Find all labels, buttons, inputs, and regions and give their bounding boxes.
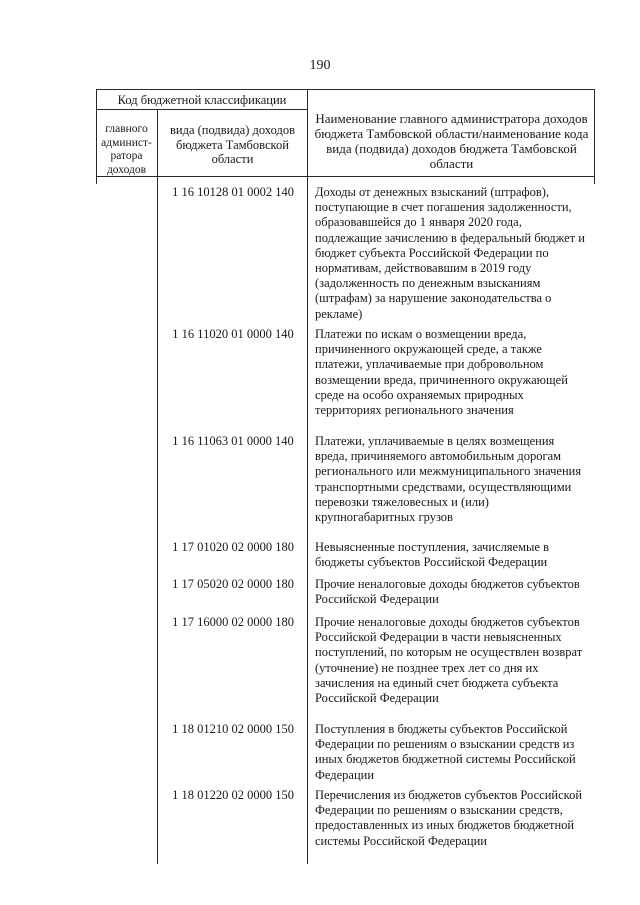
column-divider-2 [307, 89, 308, 864]
revenue-code: 1 16 11020 01 0000 140 [172, 327, 294, 341]
revenue-code: 1 16 10128 01 0002 140 [172, 185, 294, 199]
header-bottom-border [96, 176, 595, 177]
page-number: 190 [309, 58, 331, 73]
revenue-name: Платежи по искам о возмещении вреда, причиненного окружающей среде, а также платежи, уплачиваемые при добровольном возмещении вреда, причиненного окружающей среде на особо охраняемых природных территориях регионального значения [315, 327, 568, 418]
revenue-code: 1 17 05020 02 0000 180 [172, 577, 294, 591]
revenue-code: 1 18 01210 02 0000 150 [172, 722, 294, 736]
revenue-code: 1 17 01020 02 0000 180 [172, 540, 294, 554]
revenue-classification-table [96, 89, 595, 864]
revenue-code: 1 18 01220 02 0000 150 [172, 788, 294, 802]
header-divider [96, 109, 308, 110]
revenue-code: 1 16 11063 01 0000 140 [172, 434, 294, 448]
column-divider-1 [157, 109, 158, 864]
header-budget-classification-code: Код бюджетной классификации [117, 93, 287, 107]
header-chief-administrator: главного админист-ратора доходов [101, 123, 152, 176]
revenue-name: Перечисления из бюджетов субъектов Российской Федерации по решениям о взыскании средств, предоставленных из иных бюджетов бюджетной системы Российской Федерации [315, 788, 583, 848]
revenue-name: Платежи, уплачиваемые в целях возмещения вреда, причиняемого автомобильным дорогам регионального или межмуниципального значения транспортными средствами, осуществляющими перевозки тяжеловесных и (или) крупногабаритных грузов [315, 434, 582, 525]
revenue-name: Прочие неналоговые доходы бюджетов субъектов Российской Федерации в части невыясненных поступлений, по которым не осуществлен возврат (уточнение) не позднее трех лет со дня их зачисления на единый счет бюджета субъекта Российской Федерации [315, 615, 583, 706]
table-border-top [96, 89, 595, 90]
revenue-name: Прочие неналоговые доходы бюджетов субъектов Российской Федерации [315, 577, 580, 607]
revenue-name: Поступления в бюджеты субъектов Российской Федерации по решениям о взыскании средств из иных бюджетов бюджетной системы Российской Федерации [315, 722, 576, 782]
revenue-name: Доходы от денежных взысканий (штрафов), поступающие в счет погашения задолженности, образовавшейся до 1 января 2020 года, подлежащие зачислению в федеральный бюджет и бюджет субъекта Российской Федерации по нормативам, действовавшим в 2019 году (задолженность по денежным взысканиям (штрафам) за нарушение законодательства о рекламе) [315, 185, 585, 321]
header-revenue-kind: вида (подвида) доходов бюджета Тамбовской области [170, 123, 295, 166]
revenue-name: Невыясненные поступления, зачисляемые в бюджеты субъектов Российской Федерации [315, 540, 549, 570]
header-name-column: Наименование главного администратора доходов бюджета Тамбовской области/наименование кода вида (подвида) доходов бюджета Тамбовской области [314, 111, 589, 171]
revenue-code: 1 17 16000 02 0000 180 [172, 615, 294, 629]
